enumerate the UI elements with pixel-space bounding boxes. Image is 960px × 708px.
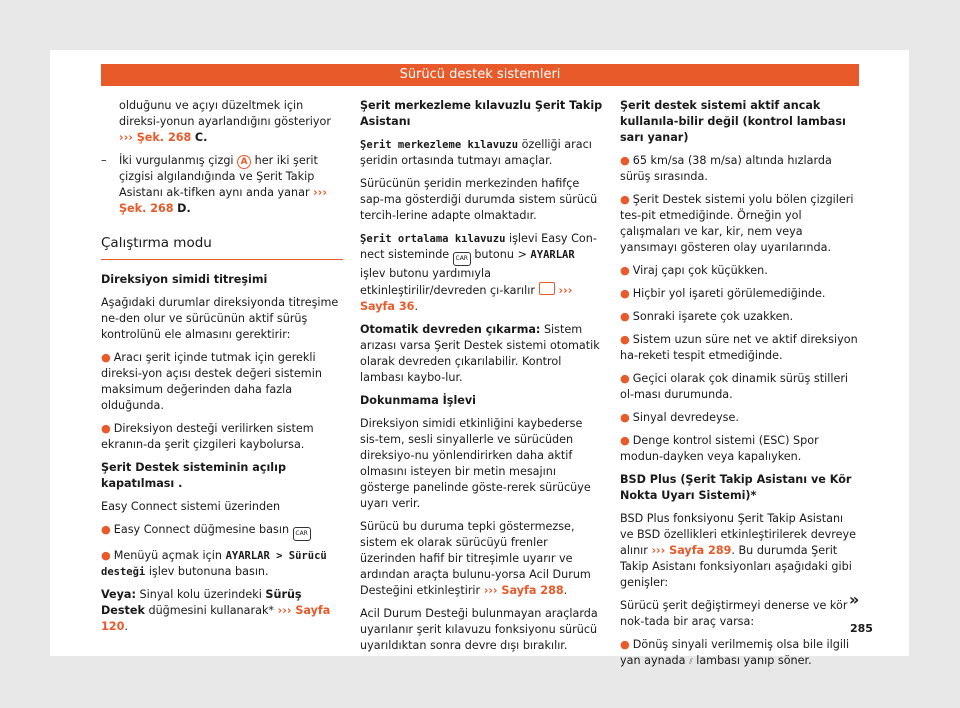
- subheading: BSD Plus (Şerit Takip Asistanı ve Kör Nokta Uyarı Sistemi)*: [620, 473, 852, 502]
- bullet-item: ● Viraj çapı çok küçükken.: [620, 264, 768, 277]
- circle-a-icon: A: [237, 155, 251, 169]
- book-icon: [539, 282, 555, 295]
- bullet-icon: ●: [101, 549, 111, 562]
- bullet-icon: ●: [620, 411, 630, 424]
- page-link[interactable]: ››› Sayfa 289: [651, 544, 732, 557]
- bullet-icon: ●: [620, 638, 630, 651]
- page-title: Sürücü destek sistemleri: [101, 64, 859, 86]
- section-heading: Çalıştırma modu: [101, 235, 343, 260]
- car-button-icon: CAR: [293, 527, 311, 541]
- bullet-icon: ●: [620, 287, 630, 300]
- bullet-item: ● 65 km/sa (38 m/sa) altında hızlarda sürüş sırasında.: [620, 154, 832, 183]
- subheading: Şerit destek sistemi aktif ancak kullanıla-bilir değil (kontrol lambası sarı yanar): [620, 99, 846, 144]
- bullet-icon: ●: [620, 154, 630, 167]
- paragraph: Şerit merkezleme kılavuzu özelliği aracı şeridin ortasında tutmayı amaçlar.: [360, 138, 592, 167]
- subheading: Direksiyon simidi titreşimi: [101, 273, 268, 286]
- paragraph: Otomatik devreden çıkarma: Sistem arızası varsa Şerit Destek sistemi otomatik olarak devreden çıkarılabilir. Kontrol lambası kaybo-lur.: [360, 323, 600, 384]
- bullet-icon: ●: [620, 193, 630, 206]
- bullet-icon: ●: [101, 523, 111, 536]
- bullet-icon: ●: [101, 351, 111, 364]
- paragraph: Direksiyon simidi etkinliğini kaybederse sis-tem, sesli sinyallerle ve sürücüden direksiyo-nu yönlendirirken daha aktif olmasını isteyen bir metin mesajını gösterge panelinde göste-rerek sürücüye uyarı verir.: [360, 417, 591, 510]
- paragraph: Veya: Sinyal kolu üzerindeki Sürüş Destek düğmesini kullanarak* ››› Sayfa 120.: [101, 588, 331, 633]
- bullet-icon: ●: [620, 372, 630, 385]
- figure-link[interactable]: ››› Şek. 268: [119, 186, 327, 215]
- page-link[interactable]: ››› Sayfa 36: [360, 284, 573, 313]
- bullet-item: ● Sinyal devredeyse.: [620, 411, 739, 424]
- paragraph: Sürücü şerit değiştirmeyi denerse ve kör nok-tada bir araç varsa:: [620, 599, 848, 628]
- mirror-lamp-icon: ⫽: [689, 657, 693, 666]
- paragraph: Easy Connect sistemi üzerinden: [101, 500, 281, 513]
- bullet-item: ● Aracı şerit içinde tutmak için gerekli direksi-yon açısı destek değeri sistemin maksimum değerinden daha fazla olduğunda.: [101, 351, 322, 412]
- bullet-icon: ●: [620, 264, 630, 277]
- bullet-item: ● Direksiyon desteği verilirken sistem ekranın-da şerit çizgileri kaybolursa.: [101, 422, 314, 451]
- bullet-item: ● Şerit Destek sistemi yolu bölen çizgileri tes-pit etmediğinde. Örneğin yol çalışmaları ve kar, kir, nem veya yansımayı gösteren olay uyarılarında.: [620, 193, 854, 254]
- subheading: Şerit merkezleme kılavuzlu Şerit Takip Asistanı: [360, 99, 603, 128]
- bullet-item: ● Sistem uzun süre net ve aktif direksiyon ha-reketi tespit etmediğinde.: [620, 333, 858, 362]
- bullet-icon: ●: [620, 333, 630, 346]
- page-link[interactable]: ››› Sayfa 120: [101, 604, 331, 633]
- bullet-item: ● Easy Connect düğmesine basın CAR: [101, 522, 343, 541]
- paragraph: olduğunu ve açıyı düzeltmek için direksi-yonun ayarlandığını gösteriyor ››› Şek. 268 C.: [119, 99, 331, 144]
- bullet-item: ● Menüyü açmak için AYARLAR > Sürücü desteği işlev butonuna basın.: [101, 549, 327, 578]
- column-1: [101, 98, 343, 642]
- bullet-item: ● Geçici olarak çok dinamik sürüş stilleri ol-ması durumunda.: [620, 372, 849, 401]
- paragraph: Aşağıdaki durumlar direksiyonda titreşime ne-den olur ve sürücünün aktif sürüş kontrolünü ele almasını gerektirir:: [101, 296, 339, 341]
- page-link[interactable]: ››› Sayfa 288: [483, 584, 564, 597]
- bullet-item: ● Dönüş sinyali verilmemiş olsa bile ilgili yan aynada ⫽ lambası yanıp söner.: [620, 638, 850, 667]
- paragraph: Sürücü bu duruma tepki göstermezse, sistem ek olarak sürücüyü frenler üzerinden hafif bir titreşimle uyarır ve ardından araçta bulunu-yorsa Acil Durum Desteğini etkinleştirir ››› Sayfa 288.: [360, 520, 591, 597]
- bullet-item: ● Denge kontrol sistemi (ESC) Spor modun-dayken veya kapalıyken.: [620, 434, 819, 463]
- bullet-item: ● Sonraki işarete çok uzakken.: [620, 310, 794, 323]
- paragraph: Sürücünün şeridin merkezinden hafifçe sap-ma gösterdiği durumda sistem sürücü tercih-lerine adapte olmaktadır.: [360, 177, 598, 222]
- page-number: 285: [850, 622, 873, 635]
- bullet-icon: ●: [620, 310, 630, 323]
- dash-item: – İki vurgulanmış çizgi A her iki şerit çizgisi algılandığında ve Şerit Takip Asistanı ak-tifken aynı anda yanar ››› Şek. 268 D.: [101, 154, 327, 215]
- continue-icon: »: [849, 590, 860, 609]
- bullet-icon: ●: [101, 422, 111, 435]
- figure-link[interactable]: ››› Şek. 268: [119, 131, 192, 144]
- subheading: Dokunmama İşlevi: [360, 394, 477, 407]
- car-button-icon: CAR: [453, 252, 471, 266]
- paragraph: Acil Durum Desteği bulunmayan araçlarda uyarılanır şerit kılavuzu fonksiyonu sürücü uyarıldıktan sonra devre dışı bırakılır.: [360, 607, 598, 652]
- subheading: Şerit Destek sisteminin açılıp kapatılması .: [101, 461, 286, 490]
- paragraph: Şerit ortalama kılavuzu işlevi Easy Con-nect sisteminde CAR butonu > AYARLAR işlev butonu yardımıyla etkinleştirilir/devreden çı-karılır ››› Sayfa 36.: [360, 232, 597, 313]
- bullet-item: ● Hiçbir yol işareti görülemediğinde.: [620, 287, 826, 300]
- bullet-icon: ●: [620, 434, 630, 447]
- column-3: [620, 98, 860, 677]
- column-2: [360, 98, 603, 661]
- paragraph: BSD Plus fonksiyonu Şerit Takip Asistanı ve BSD özellikleri etkinleştirilerek devreye alınır ››› Sayfa 289. Bu durumda Şerit Takip Asistanı fonksiyonları aşağıdaki gibi genişler:: [620, 512, 857, 589]
